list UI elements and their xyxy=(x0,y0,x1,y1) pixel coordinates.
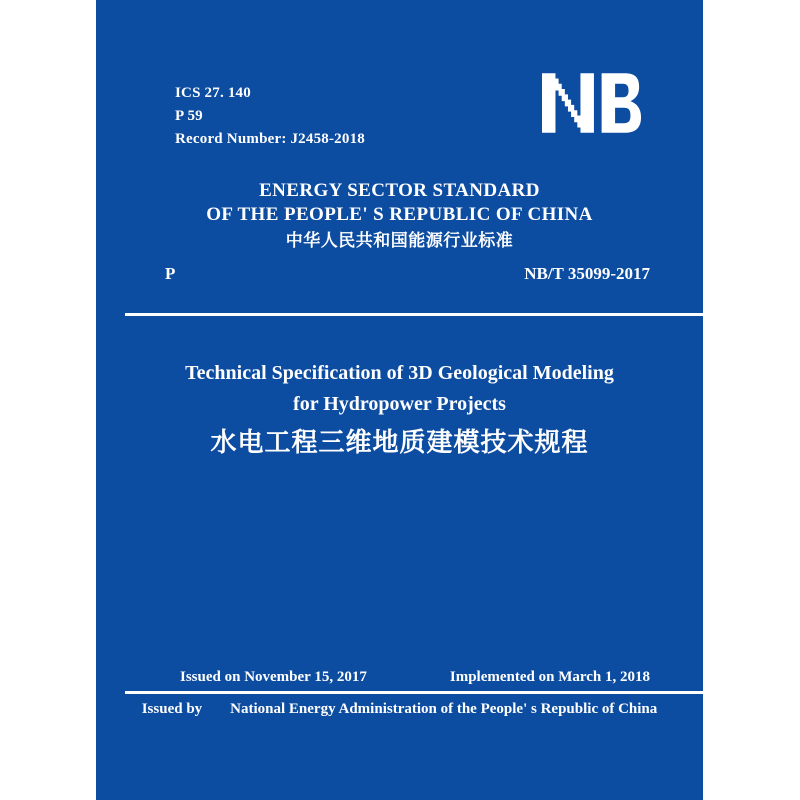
ics-code: ICS 27. 140 xyxy=(175,85,251,101)
horizontal-rule-top xyxy=(125,313,703,316)
classification-row xyxy=(96,264,703,286)
issued-by-value: National Energy Administration of the People' s Republic of China xyxy=(230,701,658,717)
issued-by-row xyxy=(96,701,703,718)
heading-en-line2: OF THE PEOPLE' S REPUBLIC OF CHINA xyxy=(206,204,593,225)
code-block xyxy=(175,82,365,151)
heading-cn: 中华人民共和国能源行业标准 xyxy=(285,231,514,250)
implemented-on-date: Implemented on March 1, 2018 xyxy=(449,669,650,685)
standard-cover-page xyxy=(96,0,703,800)
title-cn: 水电工程三维地质建模技术规程 xyxy=(210,427,589,457)
horizontal-rule-bottom xyxy=(125,691,703,694)
doc-class-code: P 59 xyxy=(175,108,203,124)
class-letter: P xyxy=(165,264,176,283)
title-en-line2: for Hydropower Projects xyxy=(293,393,506,415)
document-title xyxy=(96,358,703,459)
title-en-line1: Technical Specification of 3D Geological Modeling xyxy=(185,362,614,384)
standard-number: NB/T 35099-2017 xyxy=(524,264,650,283)
heading-en-line1: ENERGY SECTOR STANDARD xyxy=(259,180,540,201)
nb-logo-icon xyxy=(542,72,642,134)
standard-heading xyxy=(96,179,703,254)
issued-by-label: Issued by xyxy=(141,701,203,717)
record-number: Record Number: J2458-2018 xyxy=(175,131,365,147)
dates-row xyxy=(96,669,703,689)
issued-on-date: Issued on November 15, 2017 xyxy=(180,669,367,685)
